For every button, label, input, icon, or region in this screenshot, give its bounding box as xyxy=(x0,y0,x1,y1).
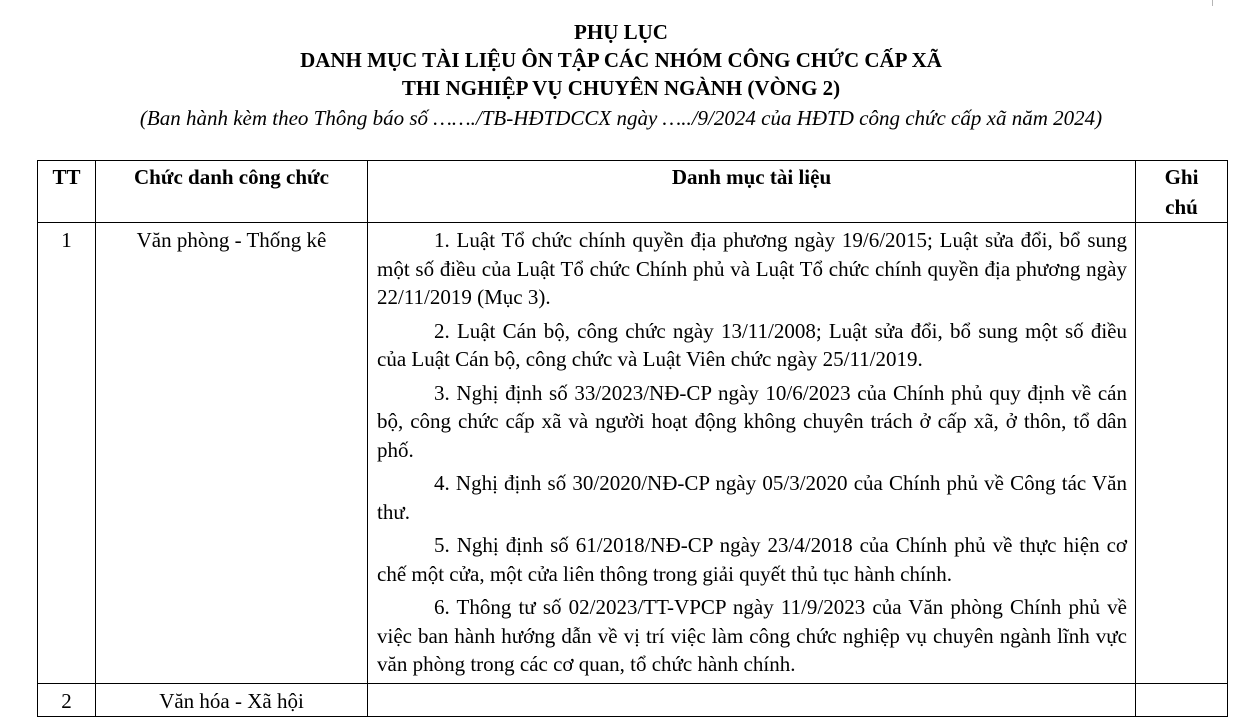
column-header-note-line1: Ghi xyxy=(1164,165,1199,189)
page-edge-mark xyxy=(1212,0,1213,6)
column-header-title: Chức danh công chức xyxy=(96,161,368,223)
doc-item: 6. Thông tư số 02/2023/TT-VPCP ngày 11/9/2023 của Văn phòng Chính phủ về việc ban hành hướng dẫn về vị trí việc làm công chức nghiệp vụ chuyên ngành lĩnh vực văn phòng trong các cơ quan, tổ chức hành chính. xyxy=(377,595,1127,676)
table-row xyxy=(38,683,1228,716)
doc-item: 1. Luật Tổ chức chính quyền địa phương ngày 19/6/2015; Luật sửa đổi, bổ sung một số điều của Luật Tổ chức Chính phủ và Luật Tổ chức chính quyền địa phương ngày 22/11/2019 (Mục 3). xyxy=(377,228,1127,309)
row-note xyxy=(1136,223,1228,684)
column-header-note-line2: chú xyxy=(1165,195,1198,219)
doc-item: 2. Luật Cán bộ, công chức ngày 13/11/2008; Luật sửa đổi, bổ sung một số điều của Luật Cán bộ, công chức và Luật Viên chức ngày 25/11/2019. xyxy=(377,318,1127,371)
row-docs xyxy=(368,683,1136,716)
row-number: 2 xyxy=(61,688,72,713)
row-title: Văn hóa - Xã hội xyxy=(159,688,304,713)
row-number: 1 xyxy=(38,223,96,684)
document-title: DANH MỤC TÀI LIỆU ÔN TẬP CÁC NHÓM CÔNG CHỨC CẤP XÃ xyxy=(300,48,942,72)
column-header-tt: TT xyxy=(38,161,96,223)
doc-item: 5. Nghị định số 61/2018/NĐ-CP ngày 23/4/2018 của Chính phủ về thực hiện cơ chế một cửa, một cửa liên thông trong giải quyết thủ tục hành chính. xyxy=(377,533,1127,586)
document-subtitle-title: THI NGHIỆP VỤ CHUYÊN NGÀNH (VÒNG 2) xyxy=(401,76,841,100)
row-number-cell xyxy=(38,683,96,716)
row-docs xyxy=(368,223,1136,684)
row-title-cell xyxy=(96,683,368,716)
document-list-table xyxy=(37,160,1228,717)
row-title: Văn phòng - Thống kê xyxy=(96,223,368,684)
doc-item: 3. Nghị định số 33/2023/NĐ-CP ngày 10/6/2023 của Chính phủ quy định về cán bộ, công chức cấp xã và người hoạt động không chuyên trách ở cấp xã, ở thôn, tổ dân phố. xyxy=(377,380,1127,462)
table-row xyxy=(38,223,1228,684)
table-header-row xyxy=(38,161,1228,223)
appendix-title: PHỤ LỤC xyxy=(574,20,668,44)
column-header-note xyxy=(1136,161,1228,223)
issuance-note: (Ban hành kèm theo Thông báo số ……./TB-HĐTDCCX ngày …../9/2024 của HĐTD công chức cấp xã năm 2024) xyxy=(139,106,1103,130)
row-note xyxy=(1136,683,1228,716)
column-header-docs: Danh mục tài liệu xyxy=(368,161,1136,223)
doc-item: 4. Nghị định số 30/2020/NĐ-CP ngày 05/3/2020 của Chính phủ về Công tác Văn thư. xyxy=(377,471,1127,524)
